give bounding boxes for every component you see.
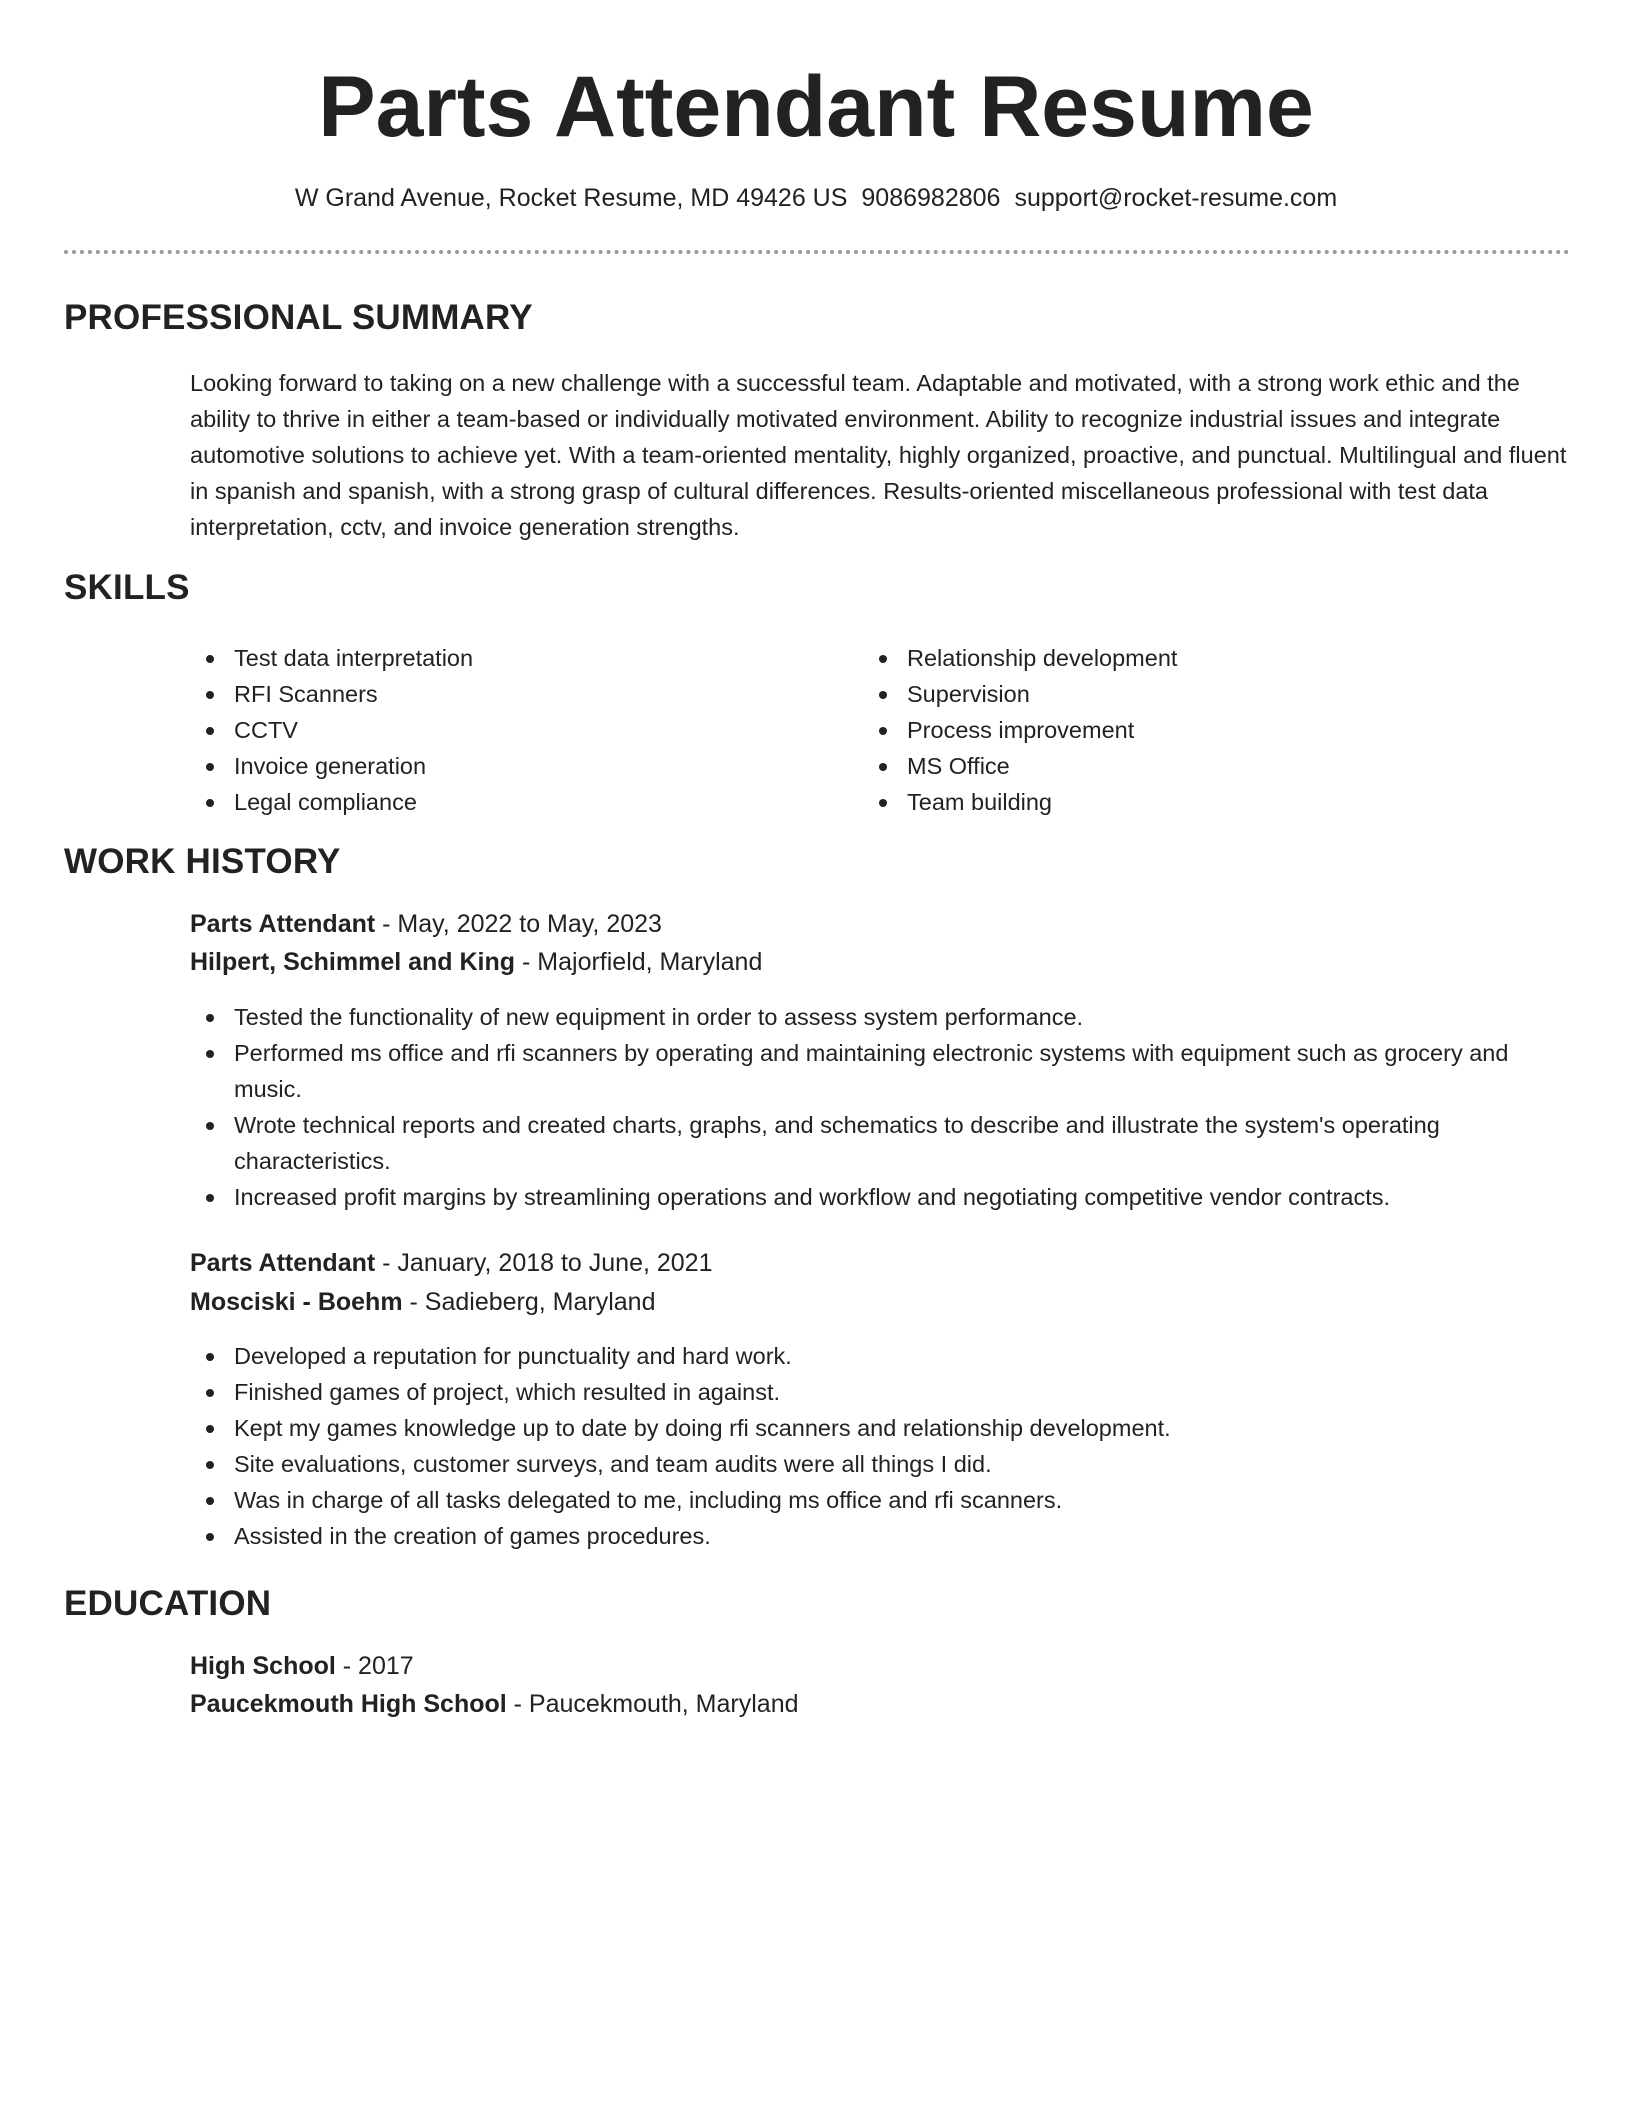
skill-item: Team building [863, 784, 1483, 820]
job-duty: Performed ms office and rfi scanners by operating and maintaining electronic systems with equipment such as grocery and music. [190, 1035, 1576, 1107]
education-degree: High School [190, 1652, 336, 1680]
job-title: Parts Attendant [190, 910, 376, 938]
job-duties [190, 1338, 1576, 1554]
resume-title: Parts Attendant Resume [318, 59, 1314, 155]
job-duty: Finished games of project, which resulted in against. [190, 1374, 1576, 1410]
skills-left-column [190, 640, 810, 820]
job-duty: Was in charge of all tasks delegated to me, including ms office and rfi scanners. [190, 1482, 1576, 1518]
skills-right-column [863, 640, 1483, 820]
job-company-line [190, 944, 762, 980]
education-degree-line [190, 1648, 414, 1684]
contact-phone: 9086982806 [861, 184, 1001, 212]
education-year: - 2017 [335, 1652, 414, 1680]
job-dates: - January, 2018 to June, 2021 [375, 1249, 713, 1277]
job-location: - Sadieberg, Maryland [402, 1288, 656, 1316]
job-company: Mosciski - Boehm [190, 1288, 403, 1316]
skill-item: Relationship development [863, 640, 1483, 676]
contact-address: W Grand Avenue, Rocket Resume, MD 49426 US [294, 184, 848, 212]
job-duty: Increased profit margins by streamlining operations and workflow and negotiating competitive vendor contracts. [190, 1179, 1576, 1215]
contact-line [0, 180, 1632, 216]
job-duty: Wrote technical reports and created charts, graphs, and schematics to describe and illustrate the system's operating characteristics. [190, 1107, 1576, 1179]
skills-heading: SKILLS [64, 568, 190, 607]
summary-text: Looking forward to taking on a new challenge with a successful team. Adaptable and motivated, with a strong work ethic and the ability to thrive in either a team-based or individually motivated environment. Ability to recognize industrial issues and integrate automotive solutions to achieve yet. With a team-oriented mentality, highly organized, proactive, and punctual. Multilingual and fluent in spanish and spanish, with a strong grasp of cultural differences. Results-oriented miscellaneous professional with test data interpretation, cctv, and invoice generation strengths. [190, 370, 1567, 540]
job-company-line [190, 1284, 655, 1320]
education-heading: EDUCATION [64, 1584, 272, 1623]
skill-item: MS Office [863, 748, 1483, 784]
skill-item: CCTV [190, 712, 810, 748]
job-title-line [190, 1245, 713, 1281]
skill-item: Process improvement [863, 712, 1483, 748]
skill-item: Legal compliance [190, 784, 810, 820]
job-duty: Tested the functionality of new equipment in order to assess system performance. [190, 999, 1576, 1035]
job-company: Hilpert, Schimmel and King [190, 948, 516, 976]
summary-heading: PROFESSIONAL SUMMARY [64, 298, 533, 337]
job-location: - Majorfield, Maryland [515, 948, 763, 976]
job-duty: Site evaluations, customer surveys, and team audits were all things I did. [190, 1446, 1576, 1482]
education-school: Paucekmouth High School [190, 1690, 507, 1718]
job-dates: - May, 2022 to May, 2023 [375, 910, 662, 938]
job-duty: Developed a reputation for punctuality and hard work. [190, 1338, 1576, 1374]
education-location: - Paucekmouth, Maryland [506, 1690, 799, 1718]
job-title-line [190, 906, 662, 942]
skill-item: Invoice generation [190, 748, 810, 784]
education-school-line [190, 1686, 799, 1722]
skill-item: Supervision [863, 676, 1483, 712]
job-duty: Kept my games knowledge up to date by doing rfi scanners and relationship development. [190, 1410, 1576, 1446]
work-history-heading: WORK HISTORY [64, 842, 341, 881]
skill-item: Test data interpretation [190, 640, 810, 676]
job-duties [190, 999, 1576, 1215]
header-divider [64, 250, 1570, 254]
job-duty: Assisted in the creation of games procedures. [190, 1518, 1576, 1554]
job-title: Parts Attendant [190, 1249, 376, 1277]
contact-email: support@rocket-resume.com [1014, 184, 1338, 212]
skill-item: RFI Scanners [190, 676, 810, 712]
